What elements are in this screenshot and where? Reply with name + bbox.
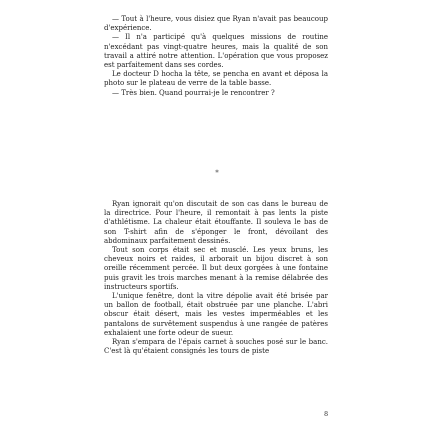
page-number: 8: [324, 410, 329, 418]
scene-break: *: [215, 169, 219, 177]
text-block-top: [104, 15, 328, 98]
paragraph: Le docteur D hocha la tête, se pencha en avant et déposa la photo sur le plateau de verre de la table basse.: [104, 70, 328, 88]
paragraph: Ryan s'empara de l'épais carnet à souches posé sur le banc. C'est là qu'étaient consignés les tours de piste: [104, 338, 328, 356]
text-block-bottom: [104, 200, 328, 356]
paragraph: L'unique fenêtre, dont la vitre dépolie avait été brisée par un ballon de football, était obstruée par une planche. L'abri obscur était désert, mais les vestes imperméables et les pantalons de survêtement suspendus à une rangée de patères exhalaient une forte odeur de sueur.: [104, 292, 328, 337]
paragraph: Tout son corps était sec et musclé. Les yeux bruns, les cheveux noirs et raides, il arborait un bijou discret à son oreille récemment percée. Il but deux gorgées à une fontaine puis gravit les trois marches menant à la remise délabrée des instructeurs sportifs.: [104, 246, 328, 291]
paragraph: — Il n'a participé qu'à quelques missions de routine n'excédant pas vingt-quatre heures, mais la qualité de son travail a attiré notre attention. L'opération que vous proposez est parfaitement dans ses cordes.: [104, 33, 328, 70]
paragraph: Ryan ignorait qu'on discutait de son cas dans le bureau de la directrice. Pour l'heure, il remontait à pas lents la piste d'athlétisme. La chaleur était étouffante. Il souleva le bas de son T-shirt afin de s'éponger le front, dévoilant des abdominaux parfaitement dessinés.: [104, 200, 328, 245]
paragraph: — Tout à l'heure, vous disiez que Ryan n'avait pas beaucoup d'expérience.: [104, 15, 328, 33]
paragraph: — Très bien. Quand pourrai-je le rencontrer ?: [112, 88, 275, 97]
